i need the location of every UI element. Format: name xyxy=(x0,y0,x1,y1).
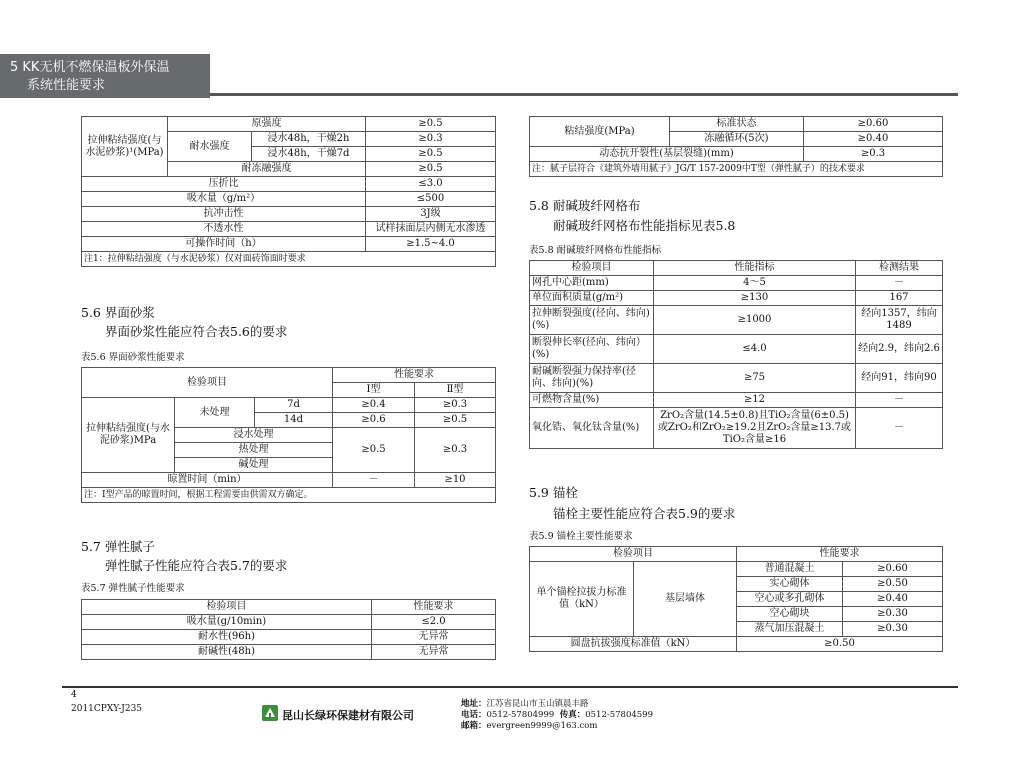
t56-soak: 浸水处理 xyxy=(175,428,333,443)
table-row-req: ≥130 xyxy=(654,291,856,306)
t56-note: 注：Ⅰ型产品的晾置时间，根据工程需要由供需双方确定。 xyxy=(82,488,496,503)
t59-disc-label: 圆盘抗拔强度标准值（kN） xyxy=(530,637,737,652)
optime-label: 可操作时间（h） xyxy=(82,237,366,252)
header-rule xyxy=(210,93,958,96)
absorb-label: 吸水量（g/m²） xyxy=(82,192,366,207)
table-row-item: 蒸气加压混凝土 xyxy=(737,622,843,637)
std-state-value: ≥0.60 xyxy=(804,117,943,132)
ft-value: ≥0.40 xyxy=(804,132,943,147)
t57-r2-value: 无异常 xyxy=(372,630,496,645)
w1-value: ≥0.3 xyxy=(366,132,496,147)
page-number: 4 xyxy=(71,690,77,700)
table-row-value: ≥0.40 xyxy=(843,592,943,607)
table-row-value: ≥0.30 xyxy=(843,622,943,637)
t58-header-req: 性能指标 xyxy=(654,261,856,276)
table-row-item: 耐碱断裂强力保持率(径向、纬向)(%) xyxy=(530,364,654,393)
t56-7d: 7d xyxy=(255,398,333,413)
table-row-item: 网孔中心距(mm) xyxy=(530,276,654,291)
t56-header-req: 性能要求 xyxy=(333,368,496,383)
std-state-label: 标准状态 xyxy=(670,117,804,132)
water-strength-label: 耐水强度 xyxy=(168,132,252,162)
t56-dry-v2: ≥10 xyxy=(415,473,496,488)
email-label: 邮箱： xyxy=(461,721,487,731)
section-5-7-text: 弹性腻子性能应符合表5.7的要求 xyxy=(105,558,288,573)
t57-r1-value: ≤2.0 xyxy=(372,615,496,630)
table-5-7 xyxy=(81,599,496,660)
comp-value: ≤3.0 xyxy=(366,177,496,192)
table-row-req: ≥12 xyxy=(654,393,856,408)
table-row-res: 167 xyxy=(856,291,943,306)
footer-rule xyxy=(62,686,958,688)
table-row-item: 可燃物含量(%) xyxy=(530,393,654,408)
section-5-7-title: 5.7 弹性腻子 xyxy=(81,539,155,554)
optime-value: ≥1.5~4.0 xyxy=(366,237,496,252)
w1-label: 浸水48h，干燥2h xyxy=(252,132,366,147)
section-5-8-text: 耐碱玻纤网格布性能指标见表5.8 xyxy=(553,218,736,233)
section-5-9-title: 5.9 锚栓 xyxy=(529,485,578,500)
putty-note: 注：腻子层符合《建筑外墙用腻子》JG/T 157-2009中T型（弹性腻子）的技术要求 xyxy=(530,162,943,177)
absorb-value: ≤500 xyxy=(366,192,496,207)
table-row-item: 断裂伸长率(径向、纬向）(%) xyxy=(530,335,654,364)
t56-heat: 热处理 xyxy=(175,443,333,458)
t59-header-req: 性能要求 xyxy=(737,547,943,562)
page-title-line1: 5 KK无机不燃保温板外保温 xyxy=(10,60,170,75)
table-5-8 xyxy=(529,260,943,449)
table-row-value: ≥0.30 xyxy=(843,607,943,622)
table-row-value: ≥0.60 xyxy=(843,562,943,577)
section-5-9-text: 锚栓主要性能应符合表5.9的要求 xyxy=(553,506,736,521)
t56-dry-v1: － xyxy=(333,473,415,488)
t57-header-item: 检验项目 xyxy=(82,600,372,615)
section-5-6-text: 界面砂浆性能应符合表5.6的要求 xyxy=(105,324,288,339)
fax-value: 0512-57804599 xyxy=(585,710,653,720)
t57-r3-label: 耐碱性(48h) xyxy=(82,645,372,660)
t56-14d-v2: ≥0.5 xyxy=(415,413,496,428)
impact-value: 3J级 xyxy=(366,207,496,222)
t56-header-item: 检验项目 xyxy=(82,368,333,398)
imperm-value: 试样抹面层内侧无水渗透 xyxy=(366,222,496,237)
t56-7d-v1: ≥0.4 xyxy=(333,398,415,413)
bond-mpa-label: 粘结强度(MPa) xyxy=(530,117,670,147)
t57-r1-label: 吸水量(g/10min) xyxy=(82,615,372,630)
t56-header-type2: Ⅱ型 xyxy=(415,383,496,398)
t56-7d-v2: ≥0.3 xyxy=(415,398,496,413)
table-row-req: ≥1000 xyxy=(654,306,856,335)
table-row-item: 空心砌块 xyxy=(737,607,843,622)
table-row-item: 实心砌体 xyxy=(737,577,843,592)
address-label: 地址： xyxy=(461,699,487,709)
table-row-res: － xyxy=(856,393,943,408)
t56-header-type1: Ⅰ型 xyxy=(333,383,415,398)
table-row-item: 单位面积质量(g/m²) xyxy=(530,291,654,306)
freeze-value: ≥0.5 xyxy=(366,162,496,177)
table-row-res: － xyxy=(856,276,943,291)
t56-treated-v2: ≥0.3 xyxy=(415,428,496,473)
table-putty-bond xyxy=(529,116,943,177)
table-row-item: 空心或多孔砌体 xyxy=(737,592,843,607)
imperm-label: 不透水性 xyxy=(82,222,366,237)
table-5-9-caption: 表5.9 锚栓主要性能要求 xyxy=(529,531,633,542)
t56-14d: 14d xyxy=(255,413,333,428)
t56-14d-v1: ≥0.6 xyxy=(333,413,415,428)
table-row-req: ZrO₂含量(14.5±0.8)且TiO₂含量(6±0.5)或ZrO₂和ZrO₂≥19.2且ZrO₂含量≥13.7或TiO₂含量≥16 xyxy=(654,408,856,449)
table-row-req: ≤4.0 xyxy=(654,335,856,364)
table-row-req: ≥75 xyxy=(654,364,856,393)
tel-value: 0512-57804999 xyxy=(486,710,555,720)
freeze-label: 耐冻融强度 xyxy=(168,162,366,177)
section-5-6-title: 5.6 界面砂浆 xyxy=(81,305,155,320)
t59-base-label: 基层墙体 xyxy=(634,562,737,637)
w2-label: 浸水48h，干燥7d xyxy=(252,147,366,162)
table-5-8-caption: 表5.8 耐碱玻纤网格布性能指标 xyxy=(529,245,662,256)
tel-label: 电话： xyxy=(461,710,487,720)
impact-label: 抗冲击性 xyxy=(82,207,366,222)
crack-value: ≥0.3 xyxy=(804,147,943,162)
bond-group-label: 拉伸粘结强度(与水泥砂浆)¹(MPa) xyxy=(82,117,168,177)
crack-label: 动态抗开裂性(基层裂缝)(mm) xyxy=(530,147,804,162)
t57-r2-label: 耐水性(96h) xyxy=(82,630,372,645)
table-5-6 xyxy=(81,367,496,503)
w2-value: ≥0.5 xyxy=(366,147,496,162)
t56-untreated: 未处理 xyxy=(175,398,255,428)
table-row-value: ≥0.50 xyxy=(843,577,943,592)
table-bond-strength xyxy=(81,116,496,267)
table-row-item: 拉伸断裂强度(径向、纬向)(%) xyxy=(530,306,654,335)
table-5-6-caption: 表5.6 界面砂浆性能要求 xyxy=(81,352,185,363)
email-value: evergreen9999@163.com xyxy=(486,721,598,731)
table-note: 注1：拉伸粘结强度（与水泥砂浆）仅对面砖饰面时要求 xyxy=(82,252,496,267)
t59-disc-value: ≥0.50 xyxy=(737,637,943,652)
table-row-res: 经向2.9，纬向2.6 xyxy=(856,335,943,364)
table-row-item: 普通混凝土 xyxy=(737,562,843,577)
row-orig-value: ≥0.5 xyxy=(366,117,496,132)
t59-group-label: 单个锚栓拉拔力标准值（kN） xyxy=(530,562,634,637)
contact-block xyxy=(461,699,653,732)
t58-header-res: 检测结果 xyxy=(856,261,943,276)
table-row-item: 氧化锆、氧化钛含量(%) xyxy=(530,408,654,449)
table-row-req: 4～5 xyxy=(654,276,856,291)
table-5-9 xyxy=(529,546,943,652)
table-5-7-caption: 表5.7 弹性腻子性能要求 xyxy=(81,583,185,594)
address-value: 江苏省昆山市玉山镇晨丰路 xyxy=(486,699,589,709)
t56-treated-v1: ≥0.5 xyxy=(333,428,415,473)
t56-dry-label: 晾置时间（min） xyxy=(82,473,333,488)
t56-group-label: 拉伸粘结强度(与水泥砂浆)MPa xyxy=(82,398,175,473)
table-row-res: 经向91，纬向90 xyxy=(856,364,943,393)
row-orig-label: 原强度 xyxy=(168,117,366,132)
t58-header-item: 检验项目 xyxy=(530,261,654,276)
comp-label: 压折比 xyxy=(82,177,366,192)
company-name: 昆山长绿环保建材有限公司 xyxy=(282,709,414,722)
table-row-res: 经向1357，纬向1489 xyxy=(856,306,943,335)
t56-alkali: 碱处理 xyxy=(175,458,333,473)
company-logo-icon xyxy=(262,705,278,721)
section-5-8-title: 5.8 耐碱玻纤网格布 xyxy=(529,198,641,213)
fax-label: 传真： xyxy=(559,710,586,720)
t57-r3-value: 无异常 xyxy=(372,645,496,660)
ft-label: 冻融循环(5次) xyxy=(670,132,804,147)
table-row-res: － xyxy=(856,408,943,449)
t57-header-req: 性能要求 xyxy=(372,600,496,615)
page-title-line2: 系统性能要求 xyxy=(27,78,106,93)
t59-header-item: 检验项目 xyxy=(530,547,737,562)
document-code: 2011CPXY-J235 xyxy=(71,704,143,714)
